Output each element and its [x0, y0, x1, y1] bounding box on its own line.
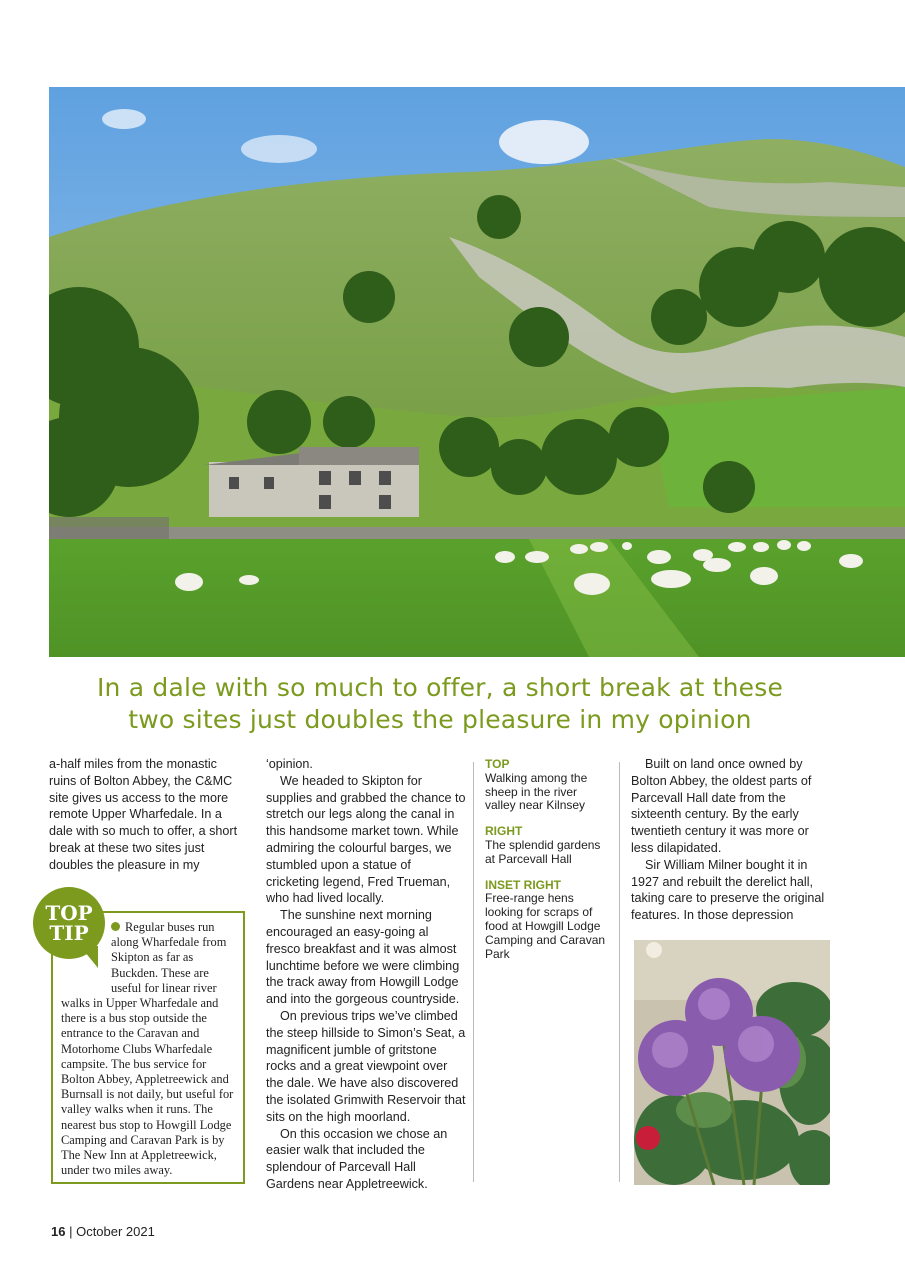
- footer-separator: |: [65, 1224, 77, 1239]
- photo-captions: [485, 758, 611, 961]
- body-paragraph: Built on land once owned by Bolton Abbey, the oldest parts of Parcevall Hall date from the sixteenth century. By the early twentieth century it was more or less dilapidated.: [631, 757, 812, 855]
- caption-heading: RIGHT: [485, 824, 523, 839]
- body-paragraph: ‘opinion.: [266, 757, 313, 771]
- body-paragraph: The sunshine next morning encouraged an easy-going al fresco breakfast and it was almost lunchtime before we were climbing the track away from Howgill Lodge and into the gorgeous countryside.: [266, 908, 460, 1007]
- body-paragraph: On previous trips we’ve climbed the steep hillside to Simon’s Seat, a magnificent jumble of gritstone rocks and a great viewpoint over the dale. We have also discovered the isolated Grimwith Reservoir that sits on the high moorland.: [266, 1008, 466, 1124]
- caption-heading: TOP: [485, 757, 510, 771]
- pull-quote-line-1: In a dale with so much to offer, a short break at these: [96, 673, 784, 702]
- top-tip-text-block: [61, 920, 237, 1178]
- body-column-2: [266, 756, 466, 1193]
- body-column-4: [631, 756, 831, 924]
- hero-photo: [49, 87, 905, 657]
- body-column-1: [49, 756, 247, 874]
- body-paragraph: a-half miles from the monastic ruins of Bolton Abbey, the C&MC site gives us access to the more remote Upper Wharfedale. In a dale with so much to offer, a short break at these two sites just doubles the pleasure in my: [49, 757, 238, 872]
- pull-quote-line-2: two sites just doubles the pleasure in my opinion: [128, 705, 752, 734]
- caption-text: The splendid gardens at Parcevall Hall: [485, 837, 601, 866]
- top-tip-label-line-1: TOP: [45, 901, 93, 925]
- top-tip-text: Regular buses run along Wharfedale from Skipton as far as Buckden. These are useful for linear river walks in Upper Wharfedale and there is a bus stop outside the entrance to the Caravan and Motorhome Clubs Wharfedale campsite. The bus service for Bolton Abbey, Appletreewick and Burnsall is not daily, but useful for valley walks when it runs. The nearest bus stop to Howgill Lodge Camping and Caravan Park is by The New Inn at Appletreewick, under two miles away.: [61, 920, 234, 1178]
- body-paragraph: Sir William Milner bought it in 1927 and rebuilt the derelict hall, taking care to preserve the original features. In those depression: [631, 857, 825, 923]
- inset-flower-photo: [634, 940, 830, 1185]
- pull-quote: [60, 672, 820, 736]
- body-paragraph: On this occasion we chose an easier walk that included the splendour of Parcevall Hall Gardens near Appletreewick.: [266, 1126, 448, 1191]
- caption-text: Free-range hens looking for scraps of food at Howgill Lodge Camping and Caravan Park: [485, 891, 606, 961]
- body-paragraph: We headed to Skipton for supplies and grabbed the chance to stretch our legs along the canal in this handsome market town. While admiring the colourful barges, we stumbled upon a statue of cricketing legend, Fred Trueman, who had lived locally.: [266, 773, 466, 906]
- bullet-icon: [111, 922, 120, 931]
- caption-heading: INSET RIGHT: [485, 877, 562, 892]
- top-tip-label-line-2: TIP: [49, 921, 89, 945]
- page-number: 16: [51, 1224, 66, 1239]
- caption-text: Walking among the sheep in the river valley near Kilnsey: [485, 770, 588, 813]
- page-footer: [51, 1224, 155, 1239]
- issue-date: October 2021: [76, 1224, 155, 1239]
- column-divider: [473, 762, 474, 1182]
- column-divider: [619, 762, 620, 1182]
